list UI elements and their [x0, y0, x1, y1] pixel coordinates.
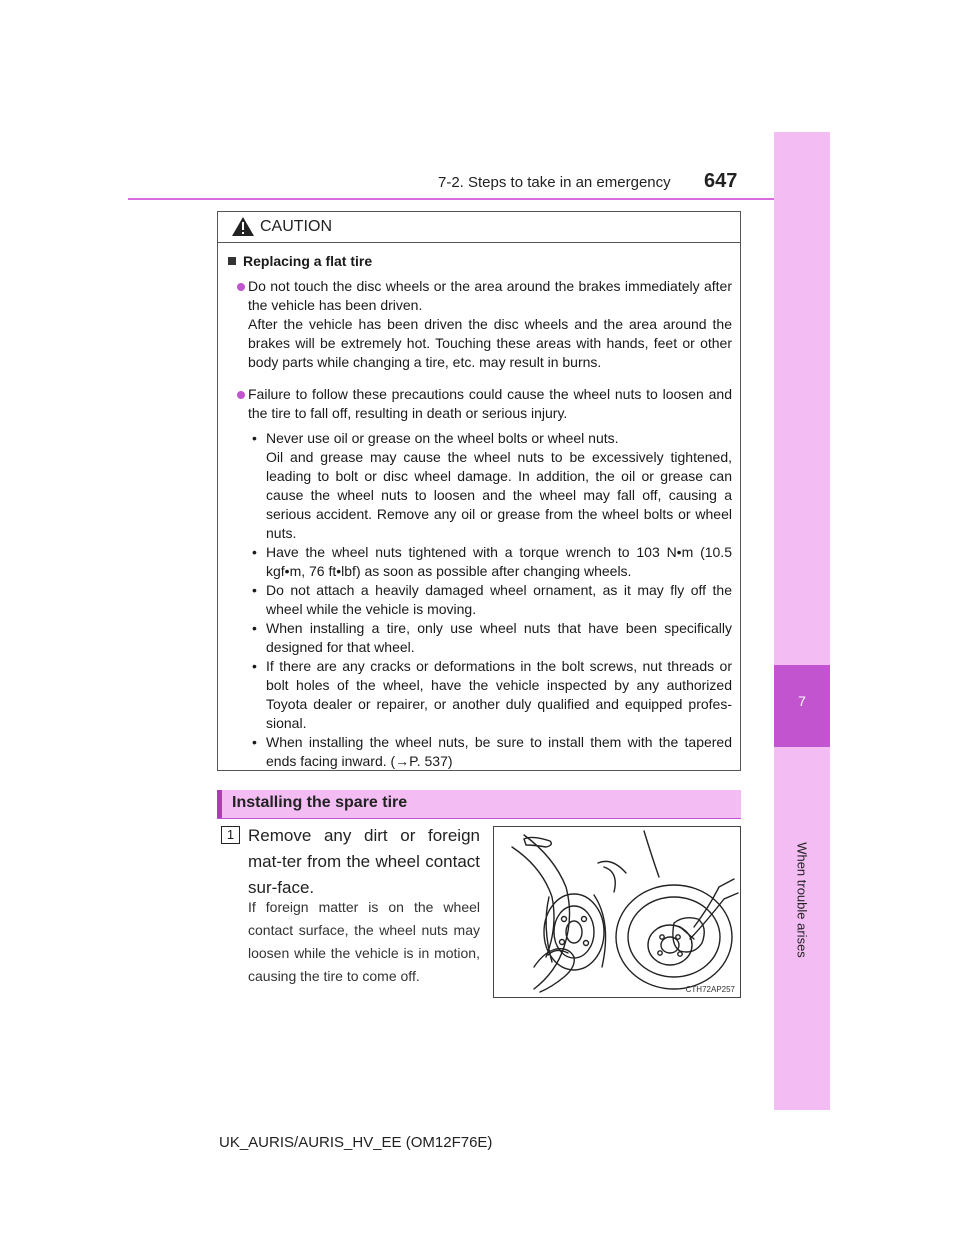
caution-label: CAUTION: [260, 218, 332, 235]
list-item: • When installing the wheel nuts, be sure to install them with the tapered ends facing inward. (→P. 537): [252, 734, 732, 769]
list-item: • If there are any cracks or deformations in the bolt screws, nut threads or bolt holes of the wheel, have the vehicle inspected by any authorized Toyota dealer or repairer, or another duly qualified and equipped profes-sional.: [252, 658, 732, 731]
step-instruction: Remove any dirt or foreign mat-ter from the wheel contact sur-face.: [248, 826, 480, 897]
list-item: • When installing a tire, only use wheel nuts that have been specifically designed for that wheel.: [252, 620, 732, 655]
section-rule: [217, 818, 741, 819]
chapter-side-tab: [774, 132, 830, 1110]
chapter-number: 7: [798, 693, 806, 709]
bullet-dot-icon: [237, 391, 245, 399]
bullet-dot-icon: [237, 283, 245, 291]
step-detail: If foreign matter is on the wheel contact surface, the wheel nuts may loosen while the vehicle is in motion, causing the tire to come off.: [248, 899, 480, 984]
caution-paragraph: After the vehicle has been driven the disc wheels and the area around the brakes will be extremely hot. Touching these areas with hands, feet or other body parts while changing a tire, etc. may result in burns.: [248, 316, 732, 370]
square-bullet-icon: [228, 257, 236, 265]
page-number: 647: [704, 170, 738, 192]
wheel-illustration-icon: [494, 827, 740, 997]
section-heading-text: Installing the spare tire: [232, 794, 408, 811]
warning-icon: [232, 217, 254, 236]
chapter-title: When trouble arises: [794, 842, 810, 958]
section-heading: [217, 790, 741, 818]
list-item: • Never use oil or grease on the wheel bolts or wheel nuts.: [252, 430, 619, 446]
caution-note-list: [248, 429, 732, 771]
list-item: • Have the wheel nuts tightened with a torque wrench to 103 N•m (10.5 kgf•m, 76 ft•lbf) as soon as possible after changing wheels.: [252, 544, 732, 579]
figure-code: CTH72AP257: [685, 985, 735, 994]
caution-paragraph: Do not touch the disc wheels or the area around the brakes immediately after the vehicle has been driven.: [248, 278, 732, 313]
caution-paragraph: Failure to follow these precautions could cause the wheel nuts to loosen and the tire to fall off, resulting in death or serious injury.: [248, 386, 732, 421]
list-item: Oil and grease may cause the wheel nuts to be excessively tightened, leading to bolt or disc wheel damage. In addition, the oil or grease can cause the wheel nuts to loosen and the wheel may fall off, causing a serious accident. Remove any oil or grease from the wheel bolts or wheel nuts.: [266, 449, 732, 541]
footer-model-code: UK_AURIS/AURIS_HV_EE (OM12F76E): [219, 1134, 493, 1151]
wheel-cleaning-illustration: [493, 826, 741, 998]
caution-box: [217, 211, 741, 771]
section-title: 7-2. Steps to take in an emergency: [438, 174, 671, 191]
list-item: • Do not attach a heavily damaged wheel ornament, as it may fly off the wheel while the vehicle is moving.: [252, 582, 732, 617]
step-number-badge: 1: [221, 826, 240, 844]
header-rule: [128, 198, 830, 200]
caution-heading: Replacing a flat tire: [228, 252, 372, 271]
caution-header: [218, 212, 740, 243]
